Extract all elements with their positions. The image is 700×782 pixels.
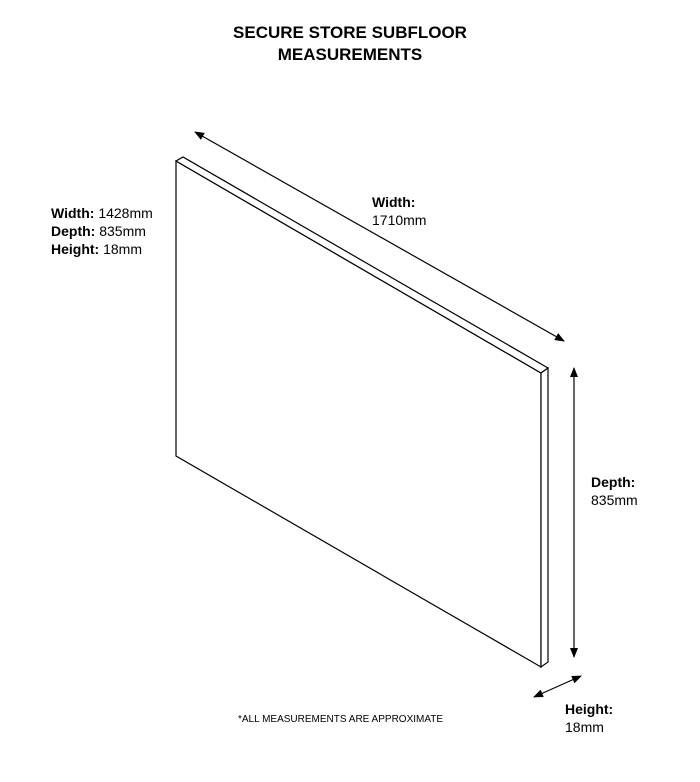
panel-width-value: 1710mm	[372, 212, 427, 228]
overall-width-value: 1428mm	[98, 205, 153, 221]
overall-dimensions-list	[51, 204, 153, 258]
panel-side-edge	[541, 368, 548, 667]
title-line-2: MEASUREMENTS	[277, 45, 423, 64]
panel-height-label: Height:	[565, 701, 614, 717]
panel-depth-callout	[591, 473, 638, 509]
panel-width-callout	[372, 193, 426, 229]
panel-width-label: Width:	[372, 194, 416, 210]
panel-depth-label: Depth:	[591, 474, 636, 490]
overall-depth-row	[51, 222, 153, 240]
overall-depth-label: Depth:	[51, 223, 96, 239]
overall-depth-value: 835mm	[99, 223, 146, 239]
panel-depth-value: 835mm	[591, 492, 638, 508]
panel-front-face	[176, 161, 541, 667]
overall-width-row	[51, 204, 153, 222]
height-dimension-arrow	[534, 676, 581, 697]
panel-height-callout	[565, 700, 613, 736]
overall-height-row	[51, 240, 153, 258]
overall-height-label: Height:	[51, 241, 100, 257]
approximate-footnote: *ALL MEASUREMENTS ARE APPROXIMATE	[238, 714, 444, 725]
overall-height-value: 18mm	[103, 241, 143, 257]
panel-height-value: 18mm	[565, 719, 604, 735]
overall-width-label: Width:	[51, 205, 95, 221]
title-line-1: SECURE STORE SUBFLOOR	[233, 23, 467, 42]
